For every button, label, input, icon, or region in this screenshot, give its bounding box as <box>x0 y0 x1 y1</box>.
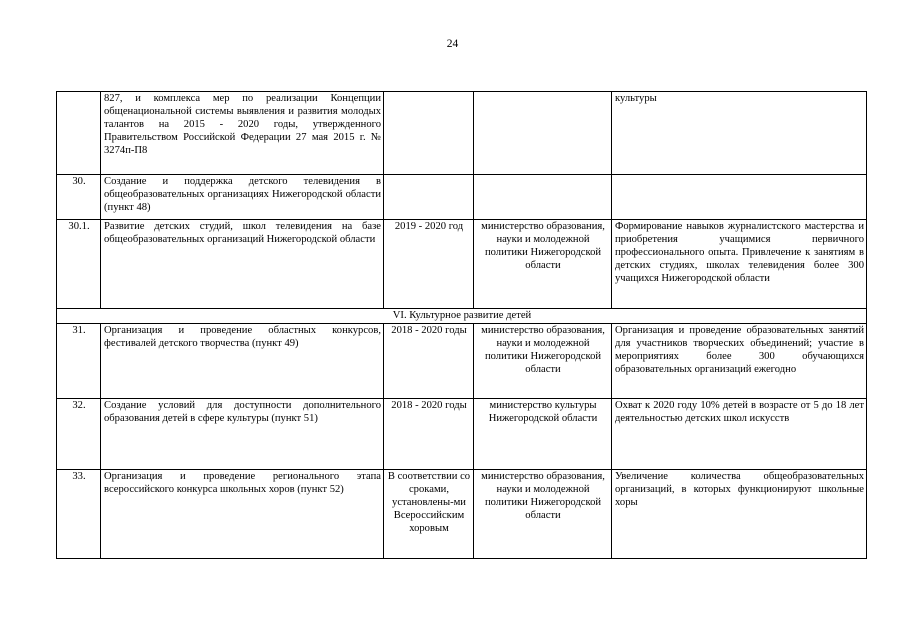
executor-cell <box>474 175 612 220</box>
result-cell: культуры <box>612 92 867 175</box>
row-number: 32. <box>57 398 101 469</box>
executor-cell: министерство образования, науки и молодежной политики Нижегородской области <box>474 323 612 398</box>
table-row <box>57 398 867 469</box>
activity-cell: Создание и поддержка детского телевидения в общеобразовательных организациях Нижегородской области (пункт 48) <box>101 175 384 220</box>
executor-cell: министерство образования, науки и молодежной политики Нижегородской области <box>474 220 612 309</box>
executor-cell: министерство образования, науки и молодежной политики Нижегородской области <box>474 469 612 558</box>
activity-cell: 827, и комплекса мер по реализации Концепции общенациональной системы выявления и развития молодых талантов на 2015 - 2020 годы, утвержденного Правительством Российской Федерации 27 мая 2015 г. № 3274п-П8 <box>101 92 384 175</box>
row-number: 30.1. <box>57 220 101 309</box>
row-number: 30. <box>57 175 101 220</box>
period-cell: 2018 - 2020 годы <box>384 323 474 398</box>
period-cell <box>384 92 474 175</box>
page-number: 24 <box>446 38 459 50</box>
period-cell: 2019 - 2020 год <box>384 220 474 309</box>
result-cell: Увеличение количества общеобразовательных организаций, в которых функционируют школьные хоры <box>612 469 867 558</box>
period-cell: В соответствии со сроками, установлены-ми Всероссийским хоровым <box>384 469 474 558</box>
activity-cell: Организация и проведение регионального этапа всероссийского конкурса школьных хоров (пункт 52) <box>101 469 384 558</box>
row-number: 31. <box>57 323 101 398</box>
measures-table <box>56 91 867 559</box>
result-cell: Организация и проведение образовательных занятий для участников творческих объединений; участие в мероприятиях более 300 обучающихся образовательных организаций ежегодно <box>612 323 867 398</box>
activity-cell: Создание условий для доступности дополнительного образования детей в сфере культуры (пункт 51) <box>101 398 384 469</box>
result-cell: Охват к 2020 году 10% детей в возрасте от 5 до 18 лет деятельностью детских школ искусств <box>612 398 867 469</box>
table-row <box>57 469 867 558</box>
executor-cell <box>474 92 612 175</box>
activity-cell: Развитие детских студий, школ телевидения на базе общеобразовательных организаций Нижегородской области <box>101 220 384 309</box>
result-cell: Формирование навыков журналистского мастерства и приобретения учащимися первичного профессионального опыта. Привлечение к занятиям в детских студиях, школах телевидения более 300 учащихся Нижегородской области <box>612 220 867 309</box>
executor-cell: министерство культуры Нижегородской области <box>474 398 612 469</box>
period-cell: 2018 - 2020 годы <box>384 398 474 469</box>
row-number <box>57 92 101 175</box>
table-row <box>57 92 867 175</box>
table-row <box>57 175 867 220</box>
table-row <box>57 220 867 309</box>
activity-cell: Организация и проведение областных конкурсов, фестивалей детского творчества (пункт 49) <box>101 323 384 398</box>
result-cell <box>612 175 867 220</box>
table-row <box>57 323 867 398</box>
row-number: 33. <box>57 469 101 558</box>
section-row <box>57 309 867 324</box>
section-heading: VI. Культурное развитие детей <box>57 309 867 324</box>
period-cell <box>384 175 474 220</box>
